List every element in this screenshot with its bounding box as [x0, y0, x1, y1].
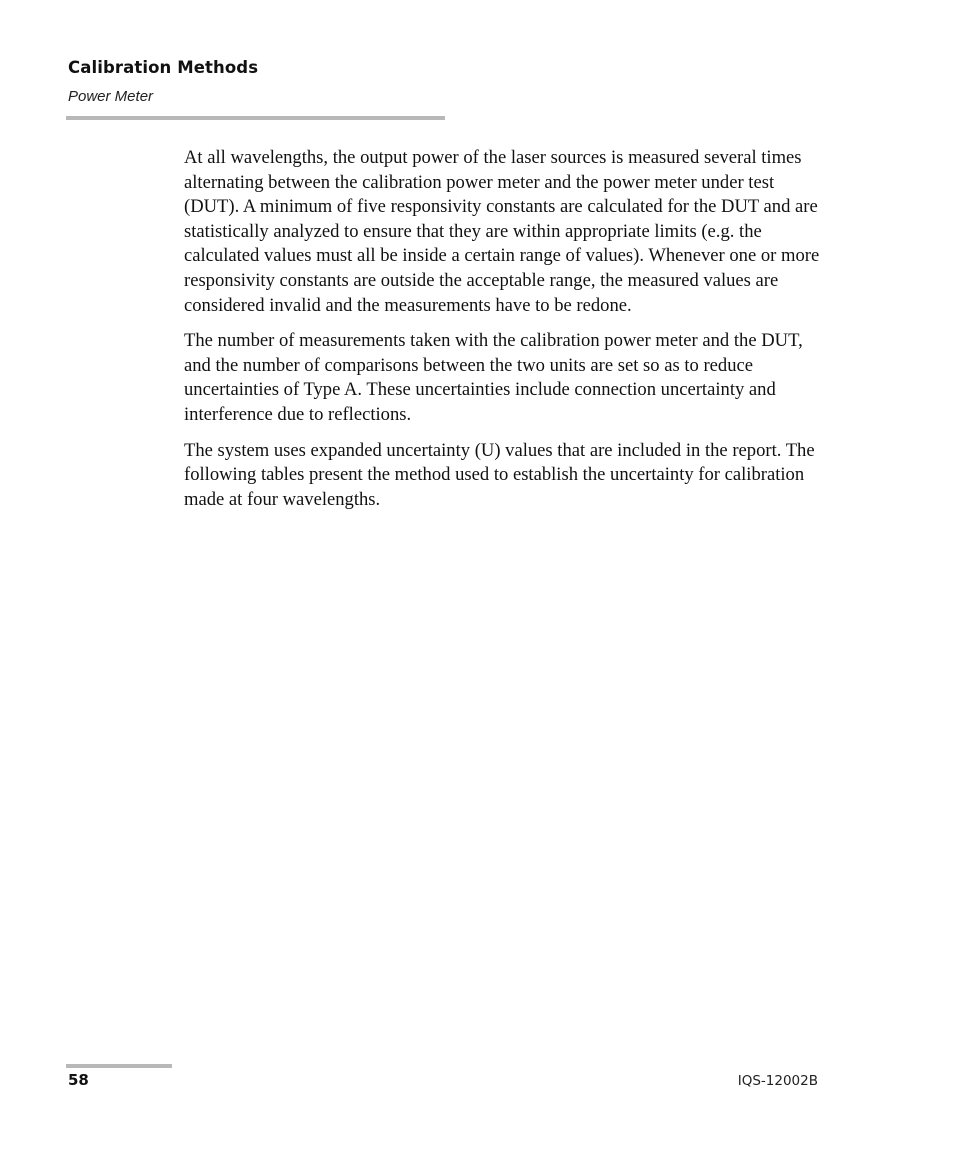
paragraph-2: The number of measurements taken with the calibration power meter and the DUT, and the number of comparisons between the two units are set so as to reduce uncertainties of Type A. These uncertainties include connection uncertainty and interference due to reflections.: [184, 330, 803, 425]
document-id: IQS-12002B: [737, 1073, 818, 1089]
body-text: [184, 146, 824, 523]
section-subtitle: Power Meter: [68, 88, 154, 105]
paragraph-1: At all wavelengths, the output power of the laser sources is measured several times alternating between the calibration power meter and the power meter under test (DUT). A minimum of five responsivity constants are calculated for the DUT and are statistically analyzed to ensure that they are within appropriate limits (e.g. the calculated values must all be inside a certain range of values). Whenever one or more responsivity constants are outside the acceptable range, the measured values are considered invalid and the measurements have to be redone.: [184, 147, 820, 316]
footer-divider: [66, 1064, 172, 1068]
chapter-title: Calibration Methods: [68, 58, 259, 77]
page-header: [68, 57, 258, 107]
header-divider: [66, 116, 445, 120]
page-number: 58: [68, 1071, 89, 1089]
paragraph-3: The system uses expanded uncertainty (U) values that are included in the report. The following tables present the method used to establish the uncertainty for calibration made at four wavelengths.: [184, 439, 815, 510]
